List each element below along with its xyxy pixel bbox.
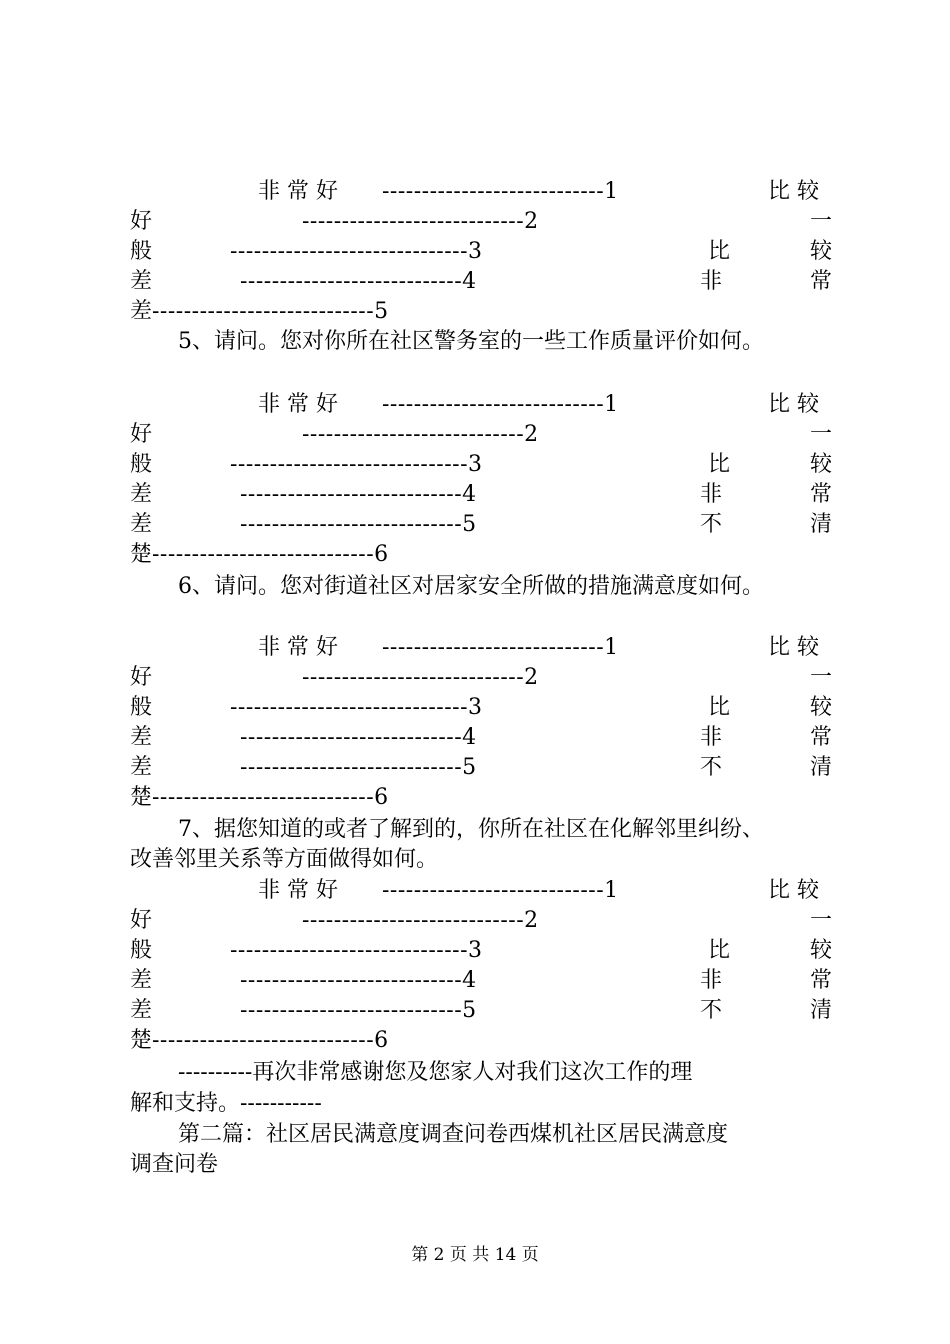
option-label: 楚 — [130, 542, 153, 567]
option-label: 比 较 — [768, 392, 819, 417]
option-label: 般 — [130, 695, 153, 720]
option-row-very-bad — [130, 510, 833, 540]
part-two-heading-line-2: 调查问卷 — [130, 1152, 219, 1177]
option-leader: ----------------------------5 — [240, 755, 477, 780]
option-label: 好 — [130, 422, 153, 447]
option-label: 非 常 好 — [258, 878, 338, 903]
option-row-general — [130, 450, 833, 480]
option-label: 好 — [130, 209, 153, 234]
option-label: 好 — [130, 665, 153, 690]
option-label: 比 较 — [768, 878, 819, 903]
option-label: 非 — [700, 725, 723, 750]
option-row-good — [130, 420, 833, 450]
option-leader: ----------------------------2 — [302, 209, 539, 234]
option-leader: ----------------------------2 — [302, 665, 539, 690]
option-label: 比 — [708, 452, 731, 477]
option-leader: ----------------------------1 — [382, 179, 619, 204]
option-leader: ------------------------------3 — [230, 695, 483, 720]
option-label: 常 — [810, 725, 833, 750]
page-footer: 第 2 页 共 14 页 — [411, 1245, 539, 1265]
option-leader: ----------------------------4 — [240, 968, 477, 993]
option-row-general — [130, 237, 833, 267]
thanks-line-2: 解和支持。----------- — [130, 1091, 322, 1116]
option-label: 差 — [130, 269, 153, 294]
option-row-unclear — [130, 783, 830, 813]
option-label: 清 — [810, 512, 833, 537]
option-label: 差 — [130, 482, 153, 507]
option-label: 比 较 — [768, 179, 819, 204]
option-leader: ----------------------------1 — [382, 878, 619, 903]
option-row-very-good — [130, 177, 830, 207]
option-row-very-bad — [130, 297, 830, 327]
option-label: 好 — [130, 908, 153, 933]
option-label: 一 — [810, 665, 833, 690]
option-label: 不 — [700, 755, 723, 780]
option-row-bad — [130, 723, 833, 753]
option-row-very-bad — [130, 996, 833, 1026]
option-row-general — [130, 693, 833, 723]
option-label: 非 常 好 — [258, 392, 338, 417]
option-leader: ----------------------------6 — [152, 1028, 389, 1053]
option-label: 般 — [130, 938, 153, 963]
option-leader: ----------------------------4 — [240, 482, 477, 507]
option-label: 差 — [130, 512, 153, 537]
option-label: 般 — [130, 452, 153, 477]
option-leader: ----------------------------5 — [152, 299, 389, 324]
option-label: 较 — [810, 695, 833, 720]
option-label: 不 — [700, 512, 723, 537]
option-label: 比 — [708, 938, 731, 963]
option-leader: ----------------------------4 — [240, 725, 477, 750]
option-label: 不 — [700, 998, 723, 1023]
option-label: 清 — [810, 755, 833, 780]
option-row-very-good — [130, 633, 830, 663]
part-two-heading-line-1: 第二篇：社区居民满意度调查问卷西煤机社区居民满意度 — [178, 1122, 729, 1147]
option-row-bad — [130, 480, 833, 510]
option-label: 一 — [810, 422, 833, 447]
option-row-very-good — [130, 876, 830, 906]
question-5: 5、请问。您对你所在社区警务室的一些工作质量评价如何。 — [178, 329, 764, 354]
question-6: 6、请问。您对街道社区对居家安全所做的措施满意度如何。 — [178, 574, 764, 599]
option-label: 楚 — [130, 1028, 153, 1053]
option-label: 差 — [130, 725, 153, 750]
option-label: 非 常 好 — [258, 635, 338, 660]
option-label: 较 — [810, 452, 833, 477]
option-row-general — [130, 936, 833, 966]
option-label: 楚 — [130, 785, 153, 810]
option-label: 般 — [130, 239, 153, 264]
option-label: 比 — [708, 239, 731, 264]
option-label: 比 较 — [768, 635, 819, 660]
option-row-bad — [130, 966, 833, 996]
option-label: 一 — [810, 908, 833, 933]
option-label: 非 — [700, 482, 723, 507]
option-leader: ----------------------------1 — [382, 635, 619, 660]
option-label: 差 — [130, 299, 153, 324]
option-row-bad — [130, 267, 833, 297]
option-row-very-good — [130, 390, 830, 420]
option-label: 较 — [810, 938, 833, 963]
option-label: 常 — [810, 968, 833, 993]
option-leader: ----------------------------6 — [152, 542, 389, 567]
option-label: 差 — [130, 998, 153, 1023]
option-row-unclear — [130, 1026, 830, 1056]
option-leader: ------------------------------3 — [230, 452, 483, 477]
option-leader: ----------------------------5 — [240, 512, 477, 537]
option-label: 差 — [130, 968, 153, 993]
option-leader: ----------------------------6 — [152, 785, 389, 810]
option-row-good — [130, 663, 833, 693]
option-leader: ----------------------------5 — [240, 998, 477, 1023]
option-label: 常 — [810, 269, 833, 294]
thanks-line-1: ----------再次非常感谢您及您家人对我们这次工作的理 — [178, 1060, 693, 1085]
option-row-good — [130, 906, 833, 936]
option-row-very-bad — [130, 753, 833, 783]
question-7-line-2: 改善邻里关系等方面做得如何。 — [130, 847, 439, 872]
option-label: 较 — [810, 239, 833, 264]
option-leader: ----------------------------1 — [382, 392, 619, 417]
option-leader: ------------------------------3 — [230, 239, 483, 264]
option-label: 常 — [810, 482, 833, 507]
option-leader: ----------------------------2 — [302, 422, 539, 447]
option-label: 非 — [700, 968, 723, 993]
option-row-good — [130, 207, 833, 237]
option-label: 一 — [810, 209, 833, 234]
question-7-line-1: 7、据您知道的或者了解到的，你所在社区在化解邻里纠纷、 — [178, 817, 764, 842]
option-leader: ------------------------------3 — [230, 938, 483, 963]
option-leader: ----------------------------4 — [240, 269, 477, 294]
option-label: 非 — [700, 269, 723, 294]
option-label: 比 — [708, 695, 731, 720]
option-label: 差 — [130, 755, 153, 780]
option-label: 非 常 好 — [258, 179, 338, 204]
option-row-unclear — [130, 540, 830, 570]
option-leader: ----------------------------2 — [302, 908, 539, 933]
option-label: 清 — [810, 998, 833, 1023]
